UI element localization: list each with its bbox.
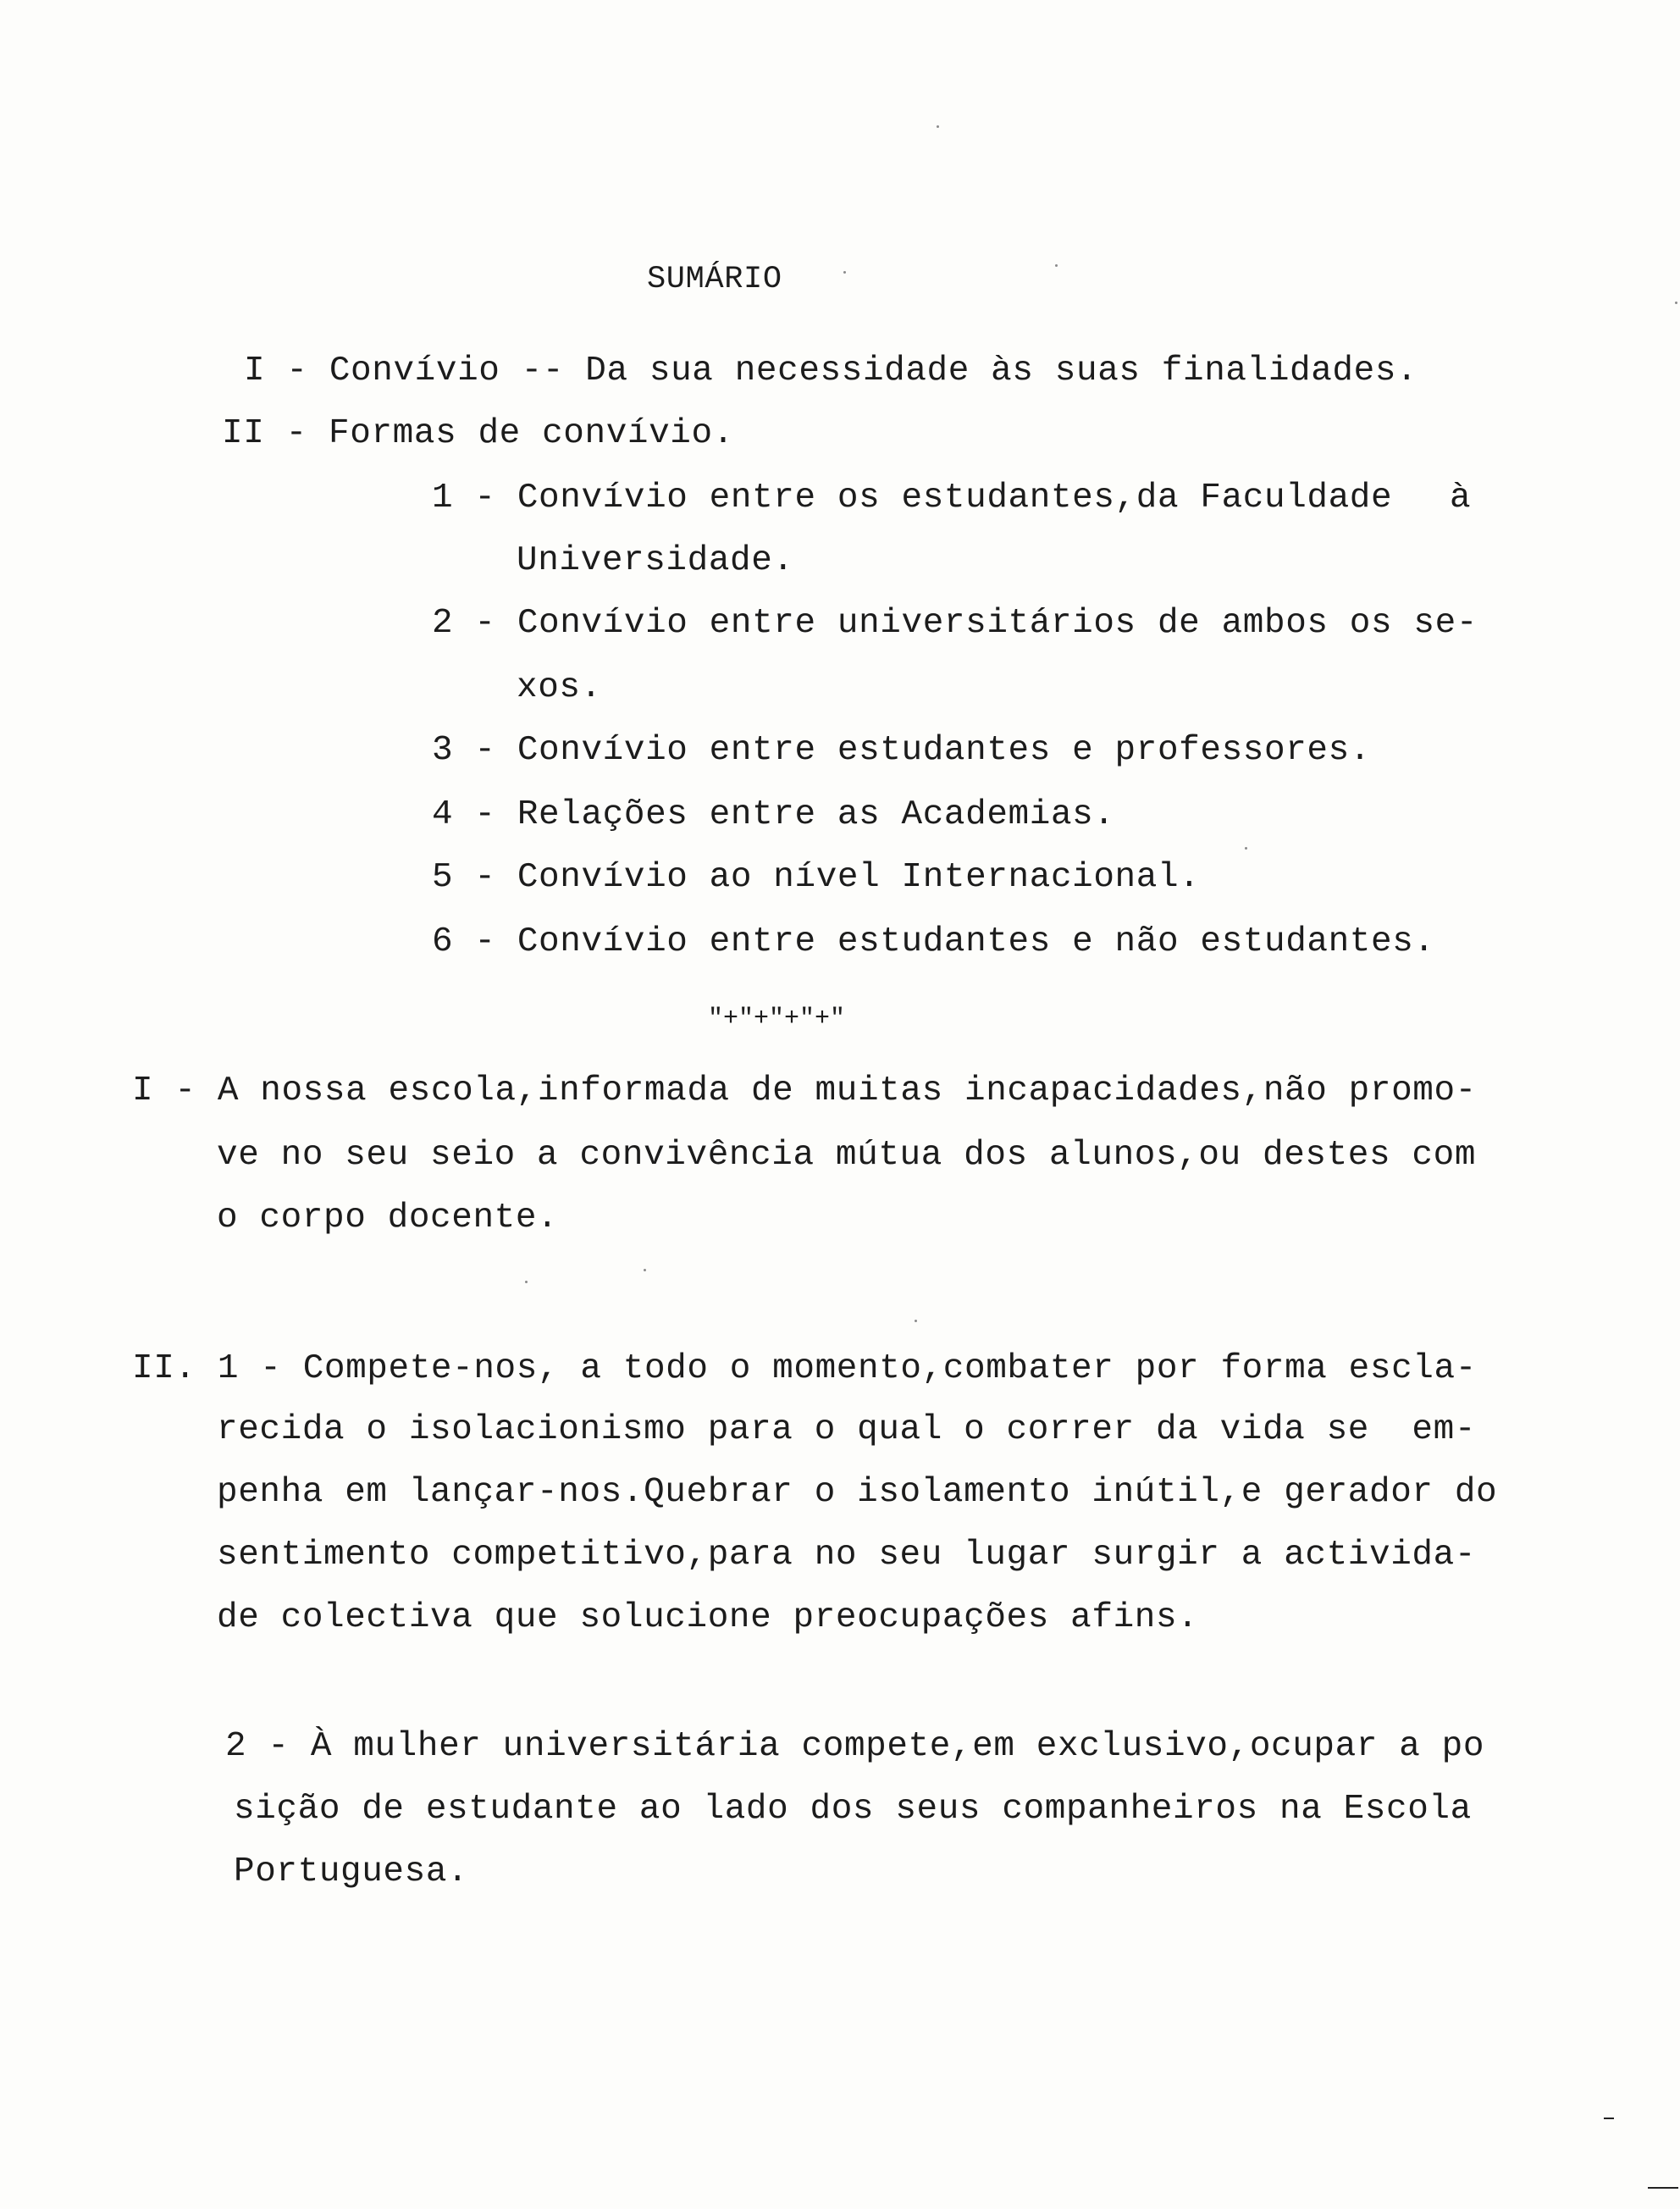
scan-speck <box>937 125 939 128</box>
page-title: SUMÁRIO <box>647 262 782 297</box>
subitem-6: 6 - Convívio entre estudantes e não estudantes. <box>432 922 1435 961</box>
summary-num: I <box>244 352 266 390</box>
summary-text: Convívio -- Da sua necessidade às suas finalidades. <box>329 352 1418 390</box>
paragraph-line: de colectiva que solucione preocupações afins. <box>217 1598 1199 1637</box>
subitem-1: 1 - Convívio entre os estudantes,da Faculdade <box>432 479 1393 518</box>
subitem-text: Convívio ao nível Internacional. <box>517 858 1201 897</box>
section-separator: "+"+"+"+" <box>708 1005 846 1033</box>
section-ii-first-line: II. 1 - Compete-nos, a todo o momento,combater por forma escla- <box>132 1349 1477 1388</box>
paragraph-line: ve no seu seio a convivência mútua dos alunos,ou destes com <box>217 1136 1477 1175</box>
subitem-text: Convívio entre universitários de ambos os se- <box>517 604 1478 643</box>
paragraph-line: sição de estudante ao lado dos seus companheiros na Escola <box>234 1790 1472 1829</box>
scan-speck <box>525 1281 528 1283</box>
scan-speck <box>1245 847 1247 850</box>
scan-speck <box>843 271 846 274</box>
scan-speck <box>644 1269 646 1271</box>
section-num: II. <box>132 1349 196 1388</box>
paragraph-line: Portuguesa. <box>234 1852 469 1891</box>
paragraph-num: 2 <box>225 1727 247 1766</box>
subitem-text: Convívio entre estudantes e não estudantes. <box>517 922 1435 961</box>
section-i-first-line: I - A nossa escola,informada de muitas incapacidades,não promo- <box>132 1071 1477 1110</box>
paragraph-line: À mulher universitária compete,em exclusivo,ocupar a po <box>310 1727 1485 1766</box>
section-num: I <box>132 1071 154 1110</box>
subitem-5: 5 - Convívio ao nível Internacional. <box>432 858 1201 897</box>
paragraph-line: recida o isolacionismo para o qual o correr da vida se em- <box>217 1410 1477 1449</box>
summary-num: II <box>222 414 265 453</box>
paragraph-line: Compete-nos, a todo o momento,combater por forma escla- <box>302 1349 1477 1388</box>
scan-edge-mark <box>1648 2187 1678 2189</box>
summary-text: Formas de convívio. <box>329 414 734 453</box>
subitem-2: 2 - Convívio entre universitários de ambos os se- <box>432 604 1478 643</box>
subitem-num: 1 <box>432 479 454 518</box>
subitem-num: 2 <box>432 604 454 643</box>
scan-speck <box>1055 264 1058 267</box>
subitem-num: 6 <box>432 922 454 961</box>
paragraph-line: sentimento competitivo,para no seu lugar surgir a activida- <box>217 1536 1477 1575</box>
subitem-2-continuation: xos. <box>517 668 602 707</box>
scan-speck <box>915 1320 917 1322</box>
subitem-num: 3 <box>432 731 454 770</box>
section-ii-p2-first-line: 2 - À mulher universitária compete,em exclusivo,ocupar a po <box>225 1727 1485 1766</box>
subitem-num: 5 <box>432 858 454 897</box>
summary-item-i: I - Convívio -- Da sua necessidade às suas finalidades. <box>244 352 1418 390</box>
subitem-text: Relações entre as Academias. <box>517 795 1115 834</box>
paragraph-line: penha em lançar-nos.Quebrar o isolamento inútil,e gerador do <box>217 1473 1498 1512</box>
summary-item-ii: II - Formas de convívio. <box>222 414 734 453</box>
paragraph-line: o corpo docente. <box>217 1199 559 1237</box>
scan-edge-mark <box>1604 2118 1614 2119</box>
subitem-text: Convívio entre os estudantes,da Faculdade <box>517 479 1393 518</box>
subitem-3: 3 - Convívio entre estudantes e professores. <box>432 731 1372 770</box>
paragraph-num: 1 <box>217 1349 240 1388</box>
subitem-text: Convívio entre estudantes e professores. <box>517 731 1372 770</box>
paragraph-line: A nossa escola,informada de muitas incapacidades,não promo- <box>217 1071 1477 1110</box>
subitem-1-trailing: à <box>1450 479 1472 518</box>
subitem-4: 4 - Relações entre as Academias. <box>432 795 1115 834</box>
scan-speck <box>1675 302 1677 304</box>
subitem-num: 4 <box>432 795 454 834</box>
subitem-1-continuation: Universidade. <box>517 541 794 580</box>
